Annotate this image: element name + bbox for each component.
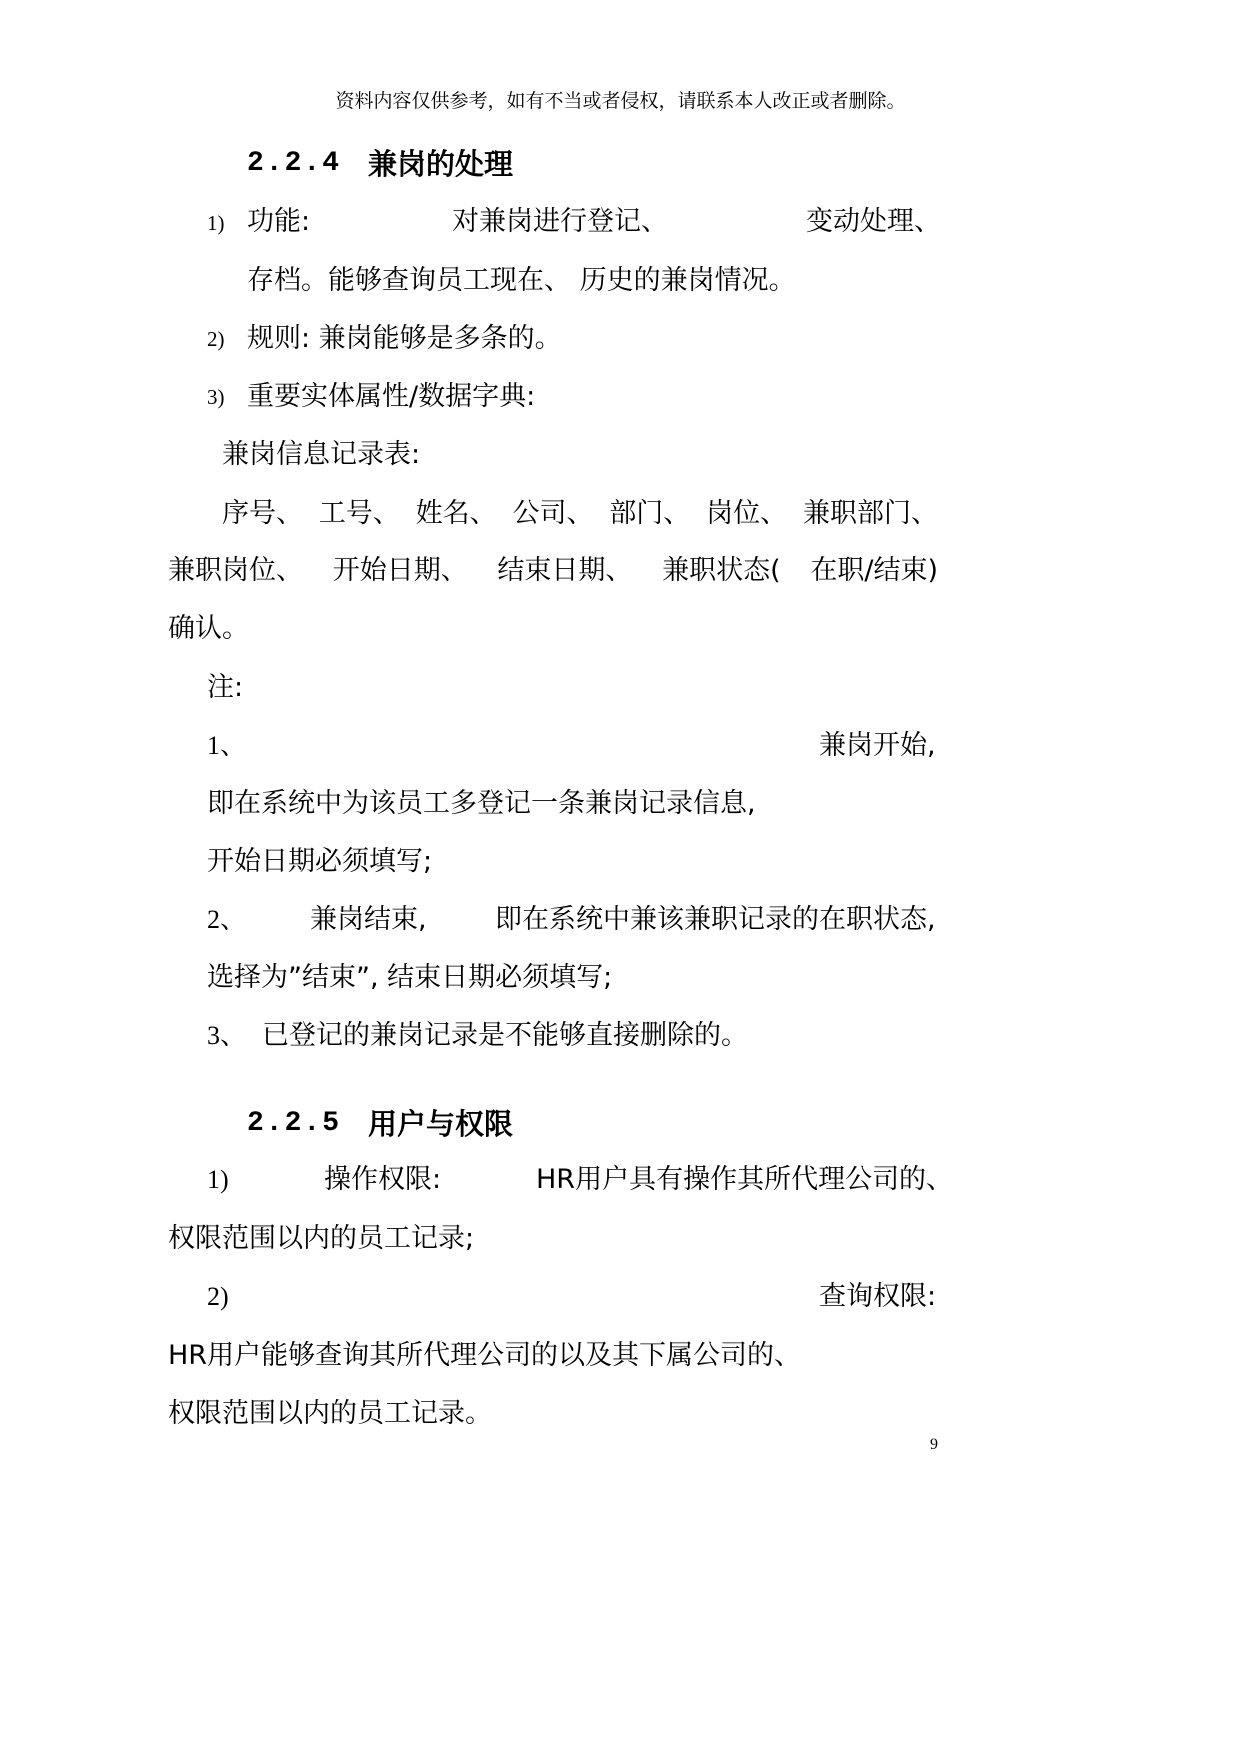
section-title: 兼岗的处理 bbox=[368, 147, 514, 181]
item-continuation: 权限范围以内的员工记录; bbox=[168, 1223, 475, 1254]
field-label: 兼职部门、 bbox=[802, 498, 938, 529]
field-label: 兼职状态( bbox=[662, 555, 781, 586]
item-text: HR用户具有操作其所代理公司的、 bbox=[536, 1164, 954, 1195]
item-continuation: HR用户能够查询其所代理公司的以及其下属公司的、 bbox=[168, 1340, 802, 1371]
list-marker: 1) bbox=[207, 211, 225, 235]
list-marker: 1) bbox=[207, 1165, 229, 1194]
item-continuation: 权限范围以内的员工记录。 bbox=[168, 1398, 492, 1429]
field-label: 兼职岗位、 bbox=[168, 555, 303, 586]
note-text: 兼岗开始, bbox=[819, 730, 936, 761]
page-header: 资料内容仅供参考，如有不当或者侵权，请联系本人改正或者删除。 bbox=[335, 91, 906, 112]
item-text: 变动处理、 bbox=[806, 206, 941, 237]
item-label: 操作权限: bbox=[324, 1164, 442, 1195]
field-label: 姓名、 bbox=[415, 498, 497, 529]
field-label: 公司、 bbox=[512, 498, 594, 529]
list-marker: 2) bbox=[207, 1282, 229, 1311]
note-text: 即在系统中为该员工多登记一条兼岗记录信息, bbox=[207, 788, 756, 819]
field-label: 工号、 bbox=[318, 498, 400, 529]
section-title: 用户与权限 bbox=[368, 1107, 514, 1141]
field-label: 部门、 bbox=[609, 498, 691, 529]
list-marker: 3) bbox=[207, 385, 225, 409]
page-number: 9 bbox=[930, 1436, 938, 1453]
note-label: 注: bbox=[207, 672, 244, 703]
note-number: 2、 bbox=[207, 905, 247, 934]
section-number: 2.2.4 bbox=[247, 148, 342, 179]
fields-row bbox=[222, 500, 938, 527]
field-label: 岗位、 bbox=[706, 498, 788, 529]
field-label: 结束日期、 bbox=[497, 555, 633, 586]
note-text: 即在系统中兼该兼职记录的在职状态, bbox=[495, 904, 936, 935]
note-text: 选择为”结束”, 结束日期必须填写; bbox=[207, 962, 613, 993]
item-text: 对兼岗进行登记、 bbox=[452, 206, 668, 237]
section-number: 2.2.5 bbox=[247, 1108, 342, 1139]
note-text: 已登记的兼岗记录是不能够直接删除的。 bbox=[262, 1020, 748, 1051]
item-text: 重要实体属性/数据字典: bbox=[247, 381, 536, 412]
item-text: 规则: 兼岗能够是多条的。 bbox=[247, 323, 562, 354]
item-label: 功能: bbox=[247, 206, 311, 237]
list-marker: 2) bbox=[207, 327, 225, 351]
field-label: 在职/结束) bbox=[810, 555, 938, 586]
fields-row bbox=[168, 557, 938, 584]
note-number: 1、 bbox=[207, 731, 247, 760]
table-title: 兼岗信息记录表: bbox=[222, 439, 421, 470]
note-text: 开始日期必须填写; bbox=[207, 846, 433, 877]
item-label: 查询权限: bbox=[819, 1281, 937, 1312]
note-text: 兼岗结束, bbox=[310, 904, 427, 935]
note-number: 3、 bbox=[207, 1021, 247, 1050]
field-label: 开始日期、 bbox=[332, 555, 468, 586]
field-label: 序号、 bbox=[222, 498, 303, 529]
fields-row: 确认。 bbox=[168, 613, 249, 644]
item-continuation: 存档。能够查询员工现在、 历史的兼岗情况。 bbox=[247, 265, 796, 296]
